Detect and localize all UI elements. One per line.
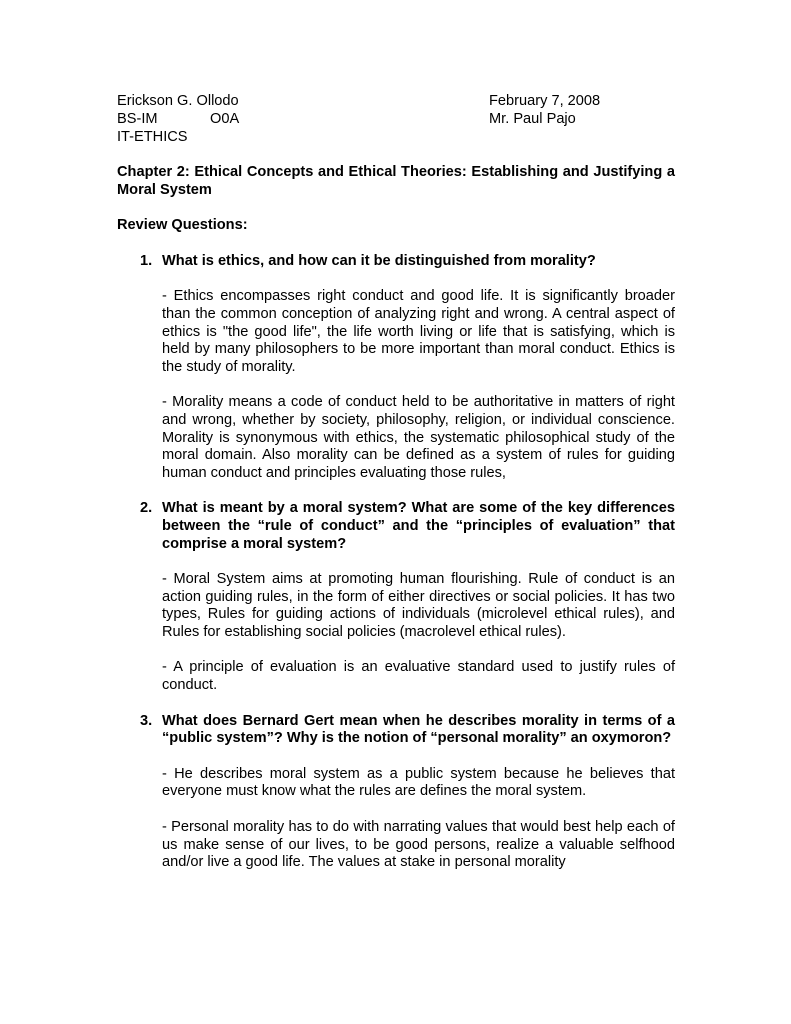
header-row-3	[117, 129, 677, 147]
question-number: 2.	[140, 500, 153, 517]
header-row-1	[117, 93, 677, 111]
instructor-name: Mr. Paul Pajo	[489, 111, 576, 127]
answer-paragraph: - Morality means a code of conduct held to be authoritative in matters of right and wrong, whether by society, philosophy, religion, or individual conscience. Morality is synonymous with ethics, the systematic philosophical study of the moral domain. Also morality can be defined as a system of rules for guiding human conduct and principles evaluating those rules,	[162, 394, 675, 481]
review-questions-heading: Review Questions:	[117, 217, 248, 234]
question-text: What does Bernard Gert mean when he describes morality in terms of a “public system”? Why is the notion of “personal morality” an oxymoron?	[162, 712, 675, 747]
document-header	[117, 93, 677, 147]
answer-paragraph: - Ethics encompasses right conduct and good life. It is significantly broader than the common conception of analyzing right and wrong. A central aspect of ethics is "the good life", the life worth living or life that is satisfying, which is held by many philosophers to be more important than moral conduct. Ethics is the study of morality.	[162, 288, 675, 375]
answer-paragraph: - Personal morality has to do with narrating values that would best help each of us make sense of our lives, to be good persons, realize a valuable selfhood and/or live a good life. The values at stake in personal morality	[162, 819, 675, 871]
course-code: BS-IM	[117, 111, 158, 127]
question-number: 1.	[140, 252, 153, 269]
question-item-3	[117, 713, 675, 872]
answer-paragraph: - A principle of evaluation is an evaluative standard used to justify rules of conduct.	[162, 659, 675, 694]
question-item-1	[117, 253, 675, 483]
document-date: February 7, 2008	[489, 93, 601, 109]
question-text: What is meant by a moral system? What are some of the key differences between the “rule of conduct” and the “principles of evaluation” that comprise a moral system?	[162, 500, 675, 552]
chapter-title: Chapter 2: Ethical Concepts and Ethical Theories: Establishing and Justifying a Moral System	[117, 164, 675, 198]
question-text: What is ethics, and how can it be distinguished from morality?	[162, 252, 596, 269]
author-name: Erickson G. Ollodo	[117, 93, 239, 109]
header-row-2	[117, 111, 677, 129]
answer-paragraph: - He describes moral system as a public system because he believes that everyone must know what the rules are defines the moral system.	[162, 765, 675, 800]
document-body	[117, 164, 675, 872]
question-number: 3.	[140, 712, 153, 729]
section-code: O0A	[210, 111, 240, 127]
question-item-2	[117, 500, 675, 694]
subject-code: IT-ETHICS	[117, 129, 188, 145]
answer-paragraph: - Moral System aims at promoting human flourishing. Rule of conduct is an action guiding rules, in the form of either directives or social policies. It has two types, Rules for guiding actions of individuals (microlevel ethical rules), and Rules for establishing social policies (macrolevel ethical rules).	[162, 571, 675, 640]
